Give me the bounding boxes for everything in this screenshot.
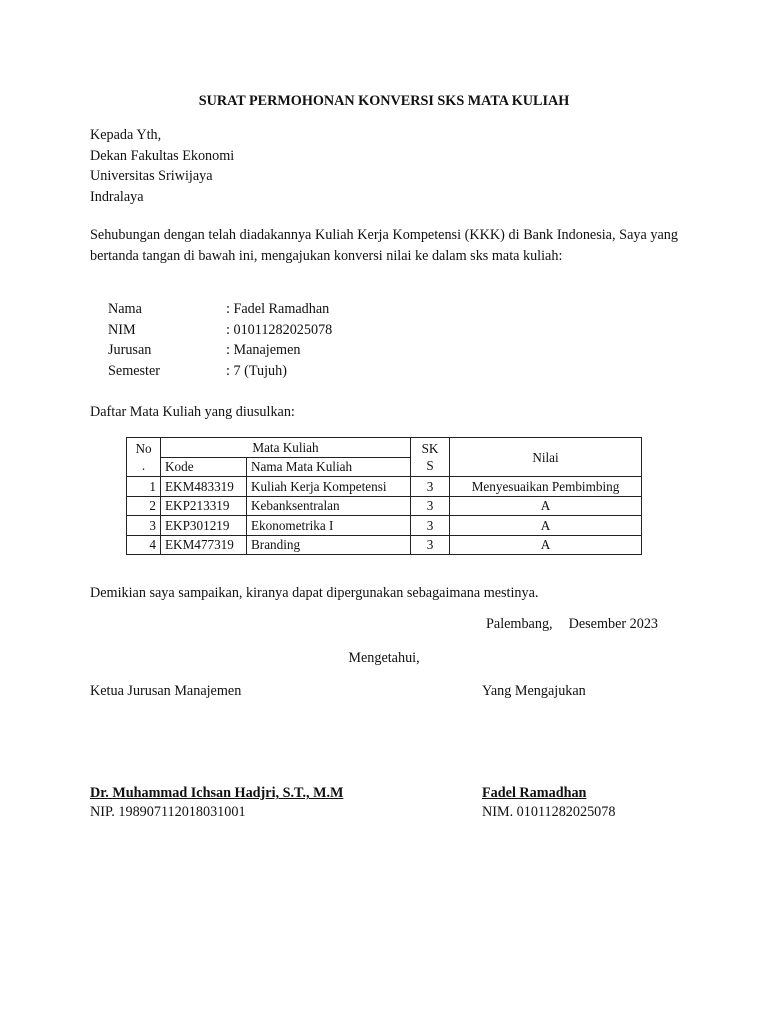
identity-block	[108, 299, 332, 381]
header-nama: Nama Mata Kuliah	[247, 457, 411, 477]
recipient-line: Dekan Fakultas Ekonomi	[90, 147, 235, 164]
cell-sks: 3	[411, 496, 450, 516]
identity-value: : Manajemen	[226, 342, 301, 358]
course-list-heading: Daftar Mata Kuliah yang diusulkan:	[90, 404, 295, 420]
acknowledged-label	[0, 648, 768, 669]
place-text: Palembang,	[486, 616, 553, 632]
letter-title: SURAT PERMOHONAN KONVERSI SKS MATA KULIAH	[198, 93, 570, 109]
identity-label: Semester	[108, 362, 161, 379]
table-row	[127, 477, 642, 497]
cell-no: 2	[127, 496, 161, 516]
cell-nama: Ekonometrika I	[247, 516, 411, 536]
header-kode: Kode	[161, 457, 247, 477]
cell-nilai: A	[450, 516, 642, 536]
cell-kode: EKP301219	[161, 516, 247, 536]
header-mata-kuliah: Mata Kuliah	[161, 438, 411, 458]
header-nilai: Nilai	[450, 438, 642, 477]
cell-no: 1	[127, 477, 161, 497]
identity-value: : 7 (Tujuh)	[226, 362, 287, 379]
cell-kode: EKM483319	[161, 477, 247, 497]
left-signer-id: NIP. 198907112018031001	[90, 804, 246, 820]
header-sks-line1: SK	[421, 441, 439, 456]
date-text: Desember 2023	[568, 616, 659, 632]
cell-nama: Branding	[247, 535, 411, 555]
identity-row	[108, 320, 332, 341]
identity-value: : Fadel Ramadhan	[226, 301, 330, 317]
identity-label: NIM	[108, 321, 136, 338]
table-header-row	[127, 438, 642, 458]
cell-nama: Kuliah Kerja Kompetensi	[247, 477, 411, 497]
recipient-line: Kepada Yth,	[90, 127, 162, 143]
cell-no: 4	[127, 535, 161, 555]
cell-sks: 3	[411, 477, 450, 497]
place-date	[486, 614, 658, 635]
identity-row	[108, 361, 332, 382]
identity-label: Jurusan	[108, 342, 152, 358]
right-signer-role: Yang Mengajukan	[482, 683, 586, 699]
cell-no: 3	[127, 516, 161, 536]
left-signer-name: Dr. Muhammad Ichsan Hadjri, S.T., M.M	[90, 785, 344, 801]
course-table	[126, 437, 642, 555]
cell-nilai: A	[450, 496, 642, 516]
recipient-line: Universitas Sriwijaya	[90, 168, 213, 184]
table-row	[127, 516, 642, 536]
recipient-block	[90, 125, 234, 207]
left-signer-role: Ketua Jurusan Manajemen	[90, 683, 242, 699]
acknowledged-text: Mengetahui,	[348, 650, 420, 666]
header-no-line2: .	[141, 458, 146, 473]
header-sks	[411, 438, 450, 477]
header-sks-line2: S	[426, 458, 434, 473]
table-row	[127, 535, 642, 555]
right-signer-name: Fadel Ramadhan	[482, 785, 587, 801]
identity-row	[108, 340, 332, 361]
cell-nilai: Menyesuaikan Pembimbing	[450, 477, 642, 497]
cell-kode: EKP213319	[161, 496, 247, 516]
cell-sks: 3	[411, 516, 450, 536]
table-row	[127, 496, 642, 516]
cell-sks: 3	[411, 535, 450, 555]
cell-kode: EKM477319	[161, 535, 247, 555]
identity-row	[108, 299, 332, 320]
header-no-line1: No	[135, 441, 152, 456]
cell-nama: Kebanksentralan	[247, 496, 411, 516]
recipient-line: Indralaya	[90, 188, 144, 205]
intro-paragraph: Sehubungan dengan telah diadakannya Kuliah Kerja Kompetensi (KKK) di Bank Indonesia, Saya yang bertanda tangan di bawah ini, mengajukan konversi nilai ke dalam sks mata kuliah:	[90, 227, 678, 264]
right-signer-id: NIM. 01011282025078	[482, 804, 616, 820]
closing-sentence: Demikian saya sampaikan, kiranya dapat dipergunakan sebagaimana mestinya.	[90, 585, 539, 601]
cell-nilai: A	[450, 535, 642, 555]
header-no	[127, 438, 161, 477]
identity-label: Nama	[108, 301, 142, 317]
identity-value: : 01011282025078	[226, 321, 333, 338]
